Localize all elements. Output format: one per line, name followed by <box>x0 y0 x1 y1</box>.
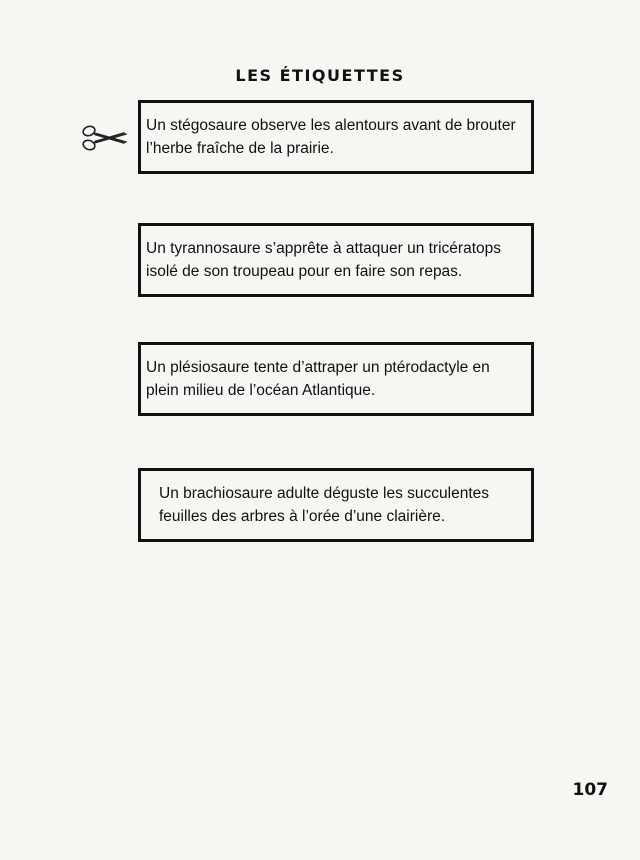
label-card-4 <box>138 468 534 542</box>
label-card-2 <box>138 223 534 297</box>
label-text: Un tyrannosaure s’apprête à attaquer un tricératops isolé de son troupeau pour en faire son repas. <box>146 240 501 280</box>
label-card-1 <box>138 100 534 174</box>
scissors-icon <box>80 122 130 154</box>
page-title: LES ÉTIQUETTES <box>235 66 405 85</box>
label-text: Un plésiosaure tente d’attraper un ptérodactyle en plein milieu de l’océan Atlantique. <box>146 359 490 399</box>
label-text: Un brachiosaure adulte déguste les succulentes feuilles des arbres à l’orée d’une clairière. <box>159 485 490 525</box>
page-number: 107 <box>572 780 608 800</box>
label-text: Un stégosaure observe les alentours avant de brouter l’herbe fraîche de la prairie. <box>146 117 516 157</box>
label-card-3 <box>138 342 534 416</box>
